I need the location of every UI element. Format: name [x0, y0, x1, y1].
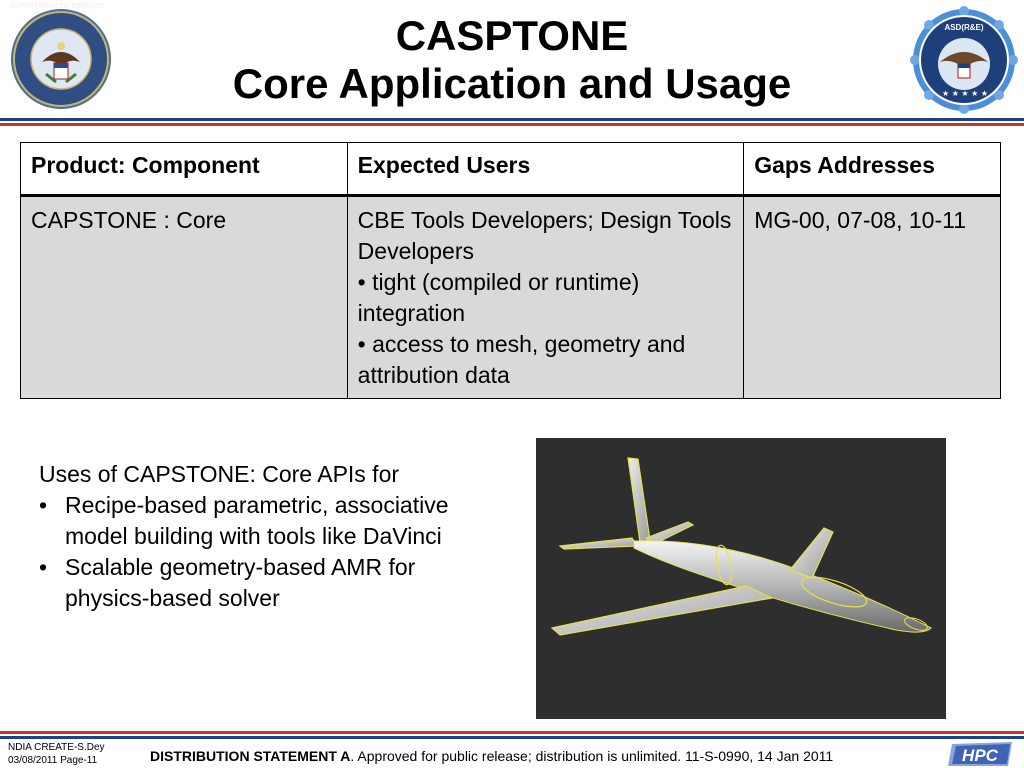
header-product-component: Product: Component — [21, 143, 348, 196]
cell-component: CAPSTONE : Core — [21, 196, 348, 399]
table-header-row — [21, 143, 1001, 196]
slide-title — [0, 12, 1024, 108]
list-item-text: Recipe-based parametric, associative model building with tools like DaVinci — [65, 492, 449, 549]
footer-date-page: 03/08/2011 Page-11 — [8, 755, 98, 766]
aircraft-model-image — [536, 438, 946, 719]
users-bullet-2: • access to mesh, geometry and attribution data — [357, 331, 686, 388]
users-bullet-1: • tight (compiled or runtime) integration — [357, 269, 640, 326]
title-line-1: CASPTONE — [395, 12, 629, 59]
header-gaps-addresses: Gaps Addresses — [744, 143, 1001, 196]
asd-re-seal-logo — [912, 8, 1016, 112]
bullet-glyph: • — [39, 554, 48, 580]
distribution-statement-text: . Approved for public release; distribution is unlimited. 11-S-0990, 14 Jan 2011 — [350, 748, 834, 764]
users-line-1: CBE Tools Developers; Design Tools Developers — [357, 207, 732, 264]
title-line-2: Core Application and Usage — [232, 60, 792, 107]
cell-gaps: MG-00, 07-08, 10-11 — [744, 196, 1001, 399]
table-row — [21, 196, 1001, 399]
list-item — [39, 552, 499, 614]
footer-rule-blue — [0, 736, 1024, 739]
uses-section — [39, 459, 499, 614]
hpc-logo — [946, 740, 1016, 768]
footer-citation — [8, 741, 105, 767]
distribution-statement — [150, 748, 833, 764]
footer-rule-red — [0, 731, 1024, 734]
dod-seal-top-text: DEPARTMENT OF DEFENSE — [10, 3, 105, 10]
distribution-statement-label: DISTRIBUTION STATEMENT A — [150, 748, 351, 764]
header-rule-red — [0, 123, 1024, 126]
hpc-logo-text: HPC — [962, 746, 998, 765]
svg-text:★ ★ ★ ★ ★: ★ ★ ★ ★ ★ — [942, 89, 989, 98]
cell-expected-users — [347, 196, 744, 399]
header-expected-users: Expected Users — [347, 143, 744, 196]
list-item-text: Scalable geometry-based AMR for physics-based solver — [65, 554, 416, 611]
footer-author: NDIA CREATE-S.Dey — [8, 742, 105, 753]
asd-seal-text: ASD(R&E) — [944, 23, 984, 32]
header-rule-blue — [0, 118, 1024, 121]
uses-intro: Uses of CAPSTONE: Core APIs for — [39, 461, 400, 487]
component-table — [20, 142, 1001, 399]
list-item — [39, 490, 499, 552]
bullet-glyph: • — [39, 492, 48, 518]
uses-list — [39, 490, 499, 614]
